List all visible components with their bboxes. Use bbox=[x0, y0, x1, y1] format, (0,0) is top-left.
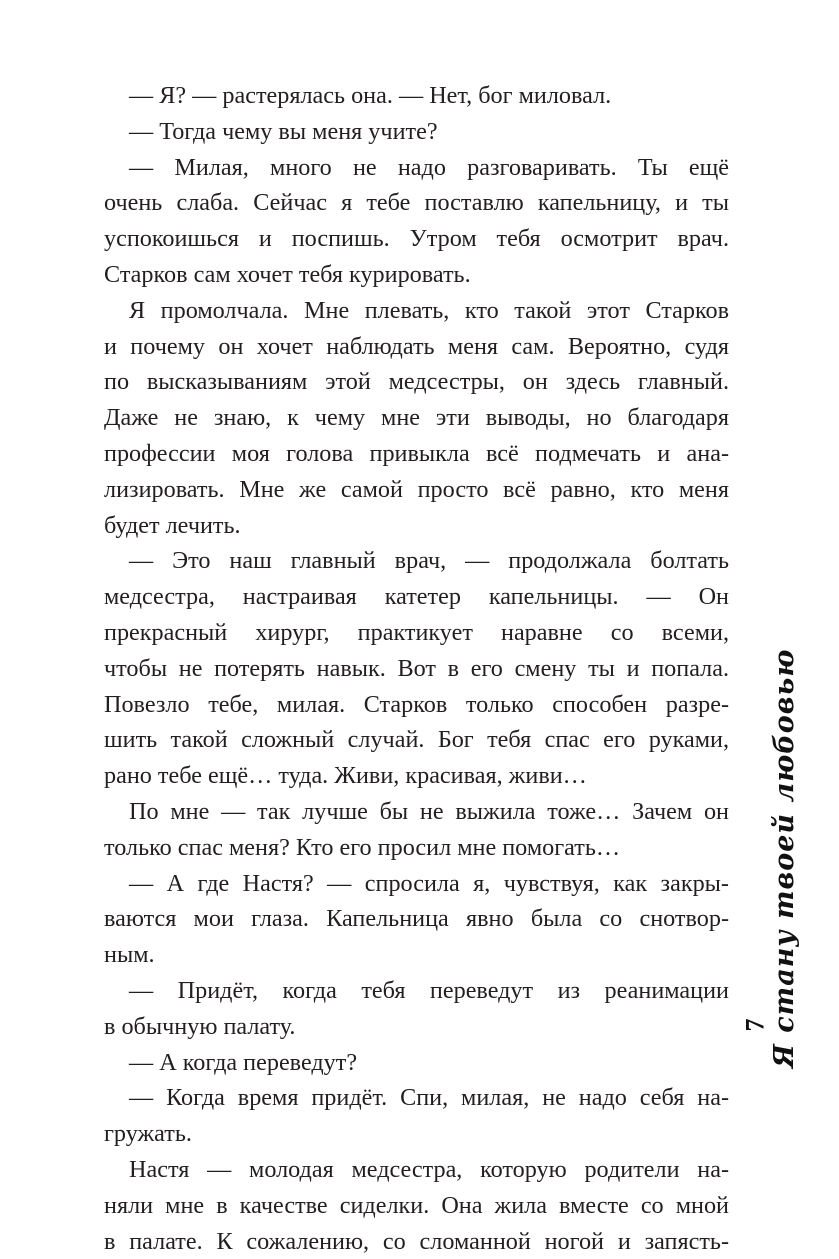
text-line: — Тогда чему вы меня учите? bbox=[104, 114, 729, 150]
text-line: очень слаба. Сейчас я тебе поставлю капельницу, и ты bbox=[104, 185, 729, 221]
text-line: — Придёт, когда тебя переведут из реанимации bbox=[104, 973, 729, 1009]
text-line: медсестра, настраивая катетер капельницы. — Он bbox=[104, 579, 729, 615]
text-line: чтобы не потерять навык. Вот в его смену ты и попала. bbox=[104, 651, 729, 687]
text-line: гружать. bbox=[104, 1116, 729, 1152]
page-number: 7 bbox=[741, 1019, 771, 1032]
text-line: Настя — молодая медсестра, которую родители на- bbox=[104, 1152, 729, 1188]
text-line: лизировать. Мне же самой просто всё равно, кто меня bbox=[104, 472, 729, 508]
text-line: — А где Настя? — спросила я, чувствуя, как закры- bbox=[104, 866, 729, 902]
text-line: рано тебе ещё… туда. Живи, красивая, живи… bbox=[104, 758, 729, 794]
text-line: ваются мои глаза. Капельница явно была со снотвор- bbox=[104, 901, 729, 937]
text-line: в обычную палату. bbox=[104, 1009, 729, 1045]
text-line: успокоишься и поспишь. Утром тебя осмотрит врач. bbox=[104, 221, 729, 257]
text-line: только спас меня? Кто его просил мне помогать… bbox=[104, 830, 729, 866]
text-line: прекрасный хирург, практикует наравне со всеми, bbox=[104, 615, 729, 651]
page-body-text bbox=[104, 78, 729, 1259]
text-line: няли мне в качестве сиделки. Она жила вместе со мной bbox=[104, 1188, 729, 1224]
text-line: ным. bbox=[104, 937, 729, 973]
text-line: Даже не знаю, к чему мне эти выводы, но благодаря bbox=[104, 400, 729, 436]
text-line: по высказываниям этой медсестры, он здесь главный. bbox=[104, 364, 729, 400]
text-line: будет лечить. bbox=[104, 508, 729, 544]
running-title: Я стану твоей любовью bbox=[769, 649, 800, 1068]
text-line: По мне — так лучше бы не выжила тоже… Зачем он bbox=[104, 794, 729, 830]
text-line: профессии моя голова привыкла всё подмечать и ана- bbox=[104, 436, 729, 472]
text-line: Повезло тебе, милая. Старков только способен разре- bbox=[104, 687, 729, 723]
text-line: Я промолчала. Мне плевать, кто такой этот Старков bbox=[104, 293, 729, 329]
text-line: шить такой сложный случай. Бог тебя спас его руками, bbox=[104, 722, 729, 758]
text-line: и почему он хочет наблюдать меня сам. Вероятно, судя bbox=[104, 329, 729, 365]
text-line: Старков сам хочет тебя курировать. bbox=[104, 257, 729, 293]
text-line: — Когда время придёт. Спи, милая, не надо себя на- bbox=[104, 1080, 729, 1116]
text-line: в палате. К сожалению, со сломанной ногой и запясть- bbox=[104, 1224, 729, 1259]
text-line: — Это наш главный врач, — продолжала болтать bbox=[104, 543, 729, 579]
text-line: — Милая, много не надо разговаривать. Ты ещё bbox=[104, 150, 729, 186]
text-line: — А когда переведут? bbox=[104, 1045, 729, 1081]
text-line: — Я? — растерялась она. — Нет, бог миловал. bbox=[104, 78, 729, 114]
